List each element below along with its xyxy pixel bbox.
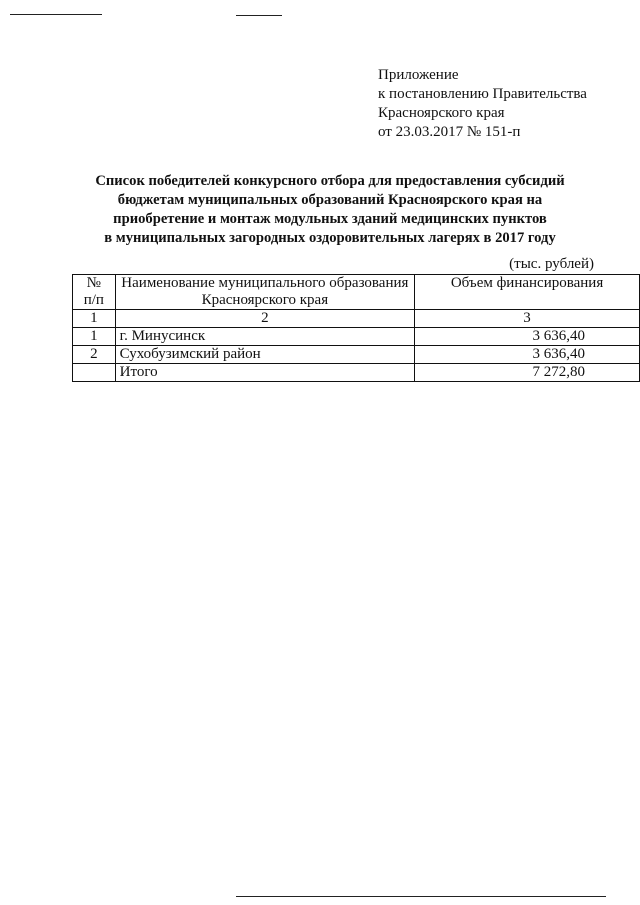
top-rule-left [10,14,102,15]
appendix-date-number: от 23.03.2017 № 151-п [378,124,521,140]
table-header-row [73,275,640,310]
title-line: Список победителей конкурсного отбора для предоставления субсидий [95,173,565,189]
header-municipality-line: Красноярского края [201,292,329,308]
title-line: бюджетам муниципальных образований Красноярского края на [117,192,543,208]
document-title [60,172,600,248]
appendix-line: Приложение [378,67,459,83]
column-number: 2 [115,310,414,328]
row-amount: 3 636,40 [415,328,640,346]
appendix-line: Красноярского края [378,105,505,121]
header-amount: Объем финансирования [415,275,640,310]
column-number-row [73,310,640,328]
title-line: приобретение и монтаж модульных зданий медицинских пунктов [113,211,547,227]
total-label: Итого [115,364,414,382]
row-number: 1 [73,328,116,346]
top-rule-right [236,15,282,16]
table-row [73,328,640,346]
total-number [73,364,116,382]
header-municipality-line: Наименование муниципального образования [121,275,409,291]
row-municipality: г. Минусинск [115,328,414,346]
table-row [73,346,640,364]
header-number-line: п/п [83,292,104,308]
row-number: 2 [73,346,116,364]
total-row [73,364,640,382]
title-line: в муниципальных загородных оздоровительных лагерях в 2017 году [104,230,556,246]
header-municipality [115,275,414,310]
header-number [73,275,116,310]
unit-note: (тыс. рублей) [509,256,594,272]
column-number: 1 [73,310,116,328]
header-number-line: № [86,275,101,291]
funding-table [72,274,640,382]
total-amount: 7 272,80 [415,364,640,382]
appendix-line: к постановлению Правительства [378,86,587,102]
column-number: 3 [415,310,640,328]
row-municipality: Сухобузимский район [115,346,414,364]
bottom-rule [236,896,606,897]
appendix-block [378,66,587,142]
row-amount: 3 636,40 [415,346,640,364]
